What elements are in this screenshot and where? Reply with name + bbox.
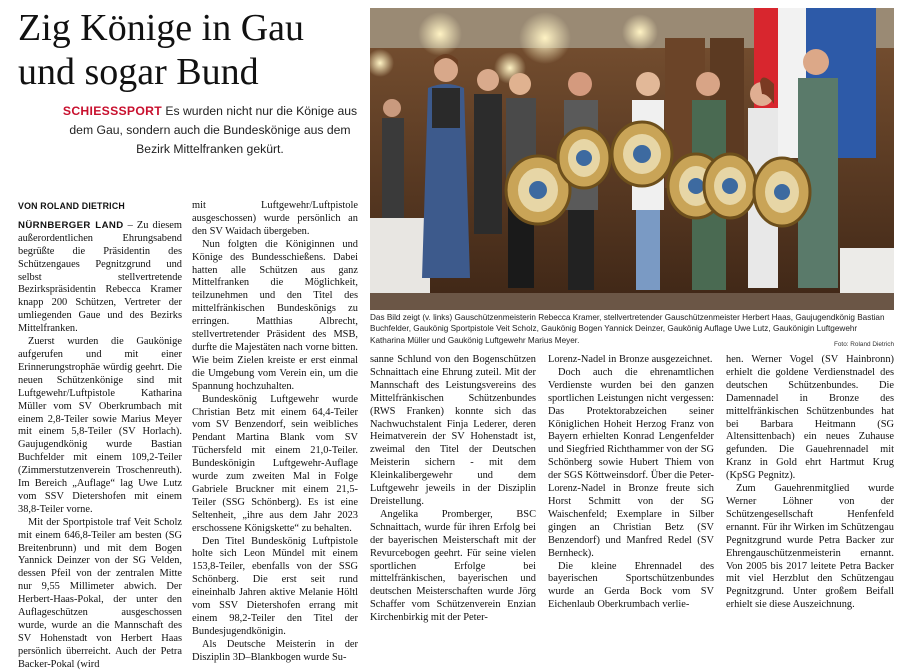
paragraph: Angelika Promberger, BSC Schnaittach, wurde für ihren Erfolg bei der bayerischen Meisterschaft mit der Revurcebogen geehrt. Für seine vielen sportlichen Erfolge bei mittelfränkischen, bayerischen und deutschen Meisterschaften wurde Jörg Schaffer vom Schützenverein Enzian Kirchenbirkig mit der Peter- [370, 508, 536, 624]
photo-credit: Foto: Roland Dietrich [833, 341, 894, 348]
article-column-2 [192, 200, 358, 665]
headline-line-1: Zig Könige in Gau [18, 7, 305, 49]
paragraph: Lorenz-Nadel in Bronze ausgezeichnet. [548, 354, 713, 365]
paragraph: Die kleine Ehrennadel des bayerischen Sportschützenbundes wurde an Gerda Bock vom SV Eichenlaub Oberkrumbach verlie- [548, 560, 714, 611]
headline-line-2: und sogar Bund [18, 51, 259, 93]
paragraph: hen. Werner Vogel (SV Hainbronn) erhielt die goldene Verdienstnadel des deutschen Schützenbundes. Die Damennadel in Bronze des mittelfränkischen Schützenbundes hat bei Barbara Heitmann (SG Altensittenbach) ein neues Zuhause gefunden. Die Gauehrennadel mit Kranz in Gold ehrt Hartmut Krug (KpSG Pegnitz). [726, 354, 894, 482]
paragraph: Zum Gauehrenmitglied wurde Werner Löhner von der Schützengesellschaft Henfenfeld ernannt. Für ihr Wirken im Schützengau Pegnitzgrund wurde Petra Backer zur Ehrengauschützenmeisterin ernannt. Von 2005 bis 2017 leitete Petra Backer mit viel Herzblut den Schützengau Pegnitzgrund. Unter großem Beifall erhielt sie diese Auszeichnung. [726, 483, 894, 611]
group-photo [370, 8, 894, 310]
paragraph-text: – Zu diesem außerordentlichen Ehrungsabend begrüßte die Präsidentin des Schützengaues Pegnitzgrund und selbst stellvertretende Bezirkspräsidentin Rebecca Kramer knapp 200 Schützen, Vertreter der umliegenden Gaue und des Bezirks Mittelfranken. [18, 219, 182, 335]
section-kicker: SCHIESSSPORT [62, 104, 162, 118]
article-column-3 [370, 354, 536, 625]
paragraph: Zuerst wurden die Gaukönige aufgerufen und mit einer Erinnerungstrophäe würdig geehrt. Die neuen Schützenkönige sind mit Luftgewehr/Luftpistole Katharina Müller vom SV Oberkrumbach mit einem 2,8-Teiler sowie Marius Meyer mit einem 5,8-Teiler (SV Horlach). Gaujugendkönig wurde Bastian Buchfelder mit einem 109,2-Teiler (Zimmerstutzenverein Troschenreuth). Im Bereich „Auflage“ lag Uwe Lutz vom SSV Dietershofen mit einem 38,8-Teiler vorne. [18, 336, 182, 515]
paragraph: sanne Schlund von den Bogenschützen Schnaittach eine Ehrung zuteil. Mit der Mannschaft des Leistungsvereins des Mittelfränkischen Schützenbundes (RWS Franken) konnte sich das Nachwuchstalent Finja Lederer, deren Heimatverein der SV Hohenstadt ist, zweimal den Titel der Deutschen Meisterin sichern - mit dem Kleinkalibergewehr und dem Luftgewehr jeweils in der Disziplin Dreistellung. [370, 354, 536, 507]
article-lead [56, 102, 364, 159]
article-column-4 [548, 354, 714, 612]
lead-text: Es wurden nicht nur die Könige aus dem Gau, sondern auch die Bundeskönige aus dem Bezirk Mittelfranken gekürt. [69, 104, 358, 156]
paragraph: Nun folgten die Königinnen und Könige des Bundesschießens. Dabei hatten alle Schützen aus ganz Mittelfranken die Möglichkeit, teilzunehmen und den Titel des mittelfränkischen Bundeskönigs zu erringen. Matthias Albrecht, stellvertretender Präsident des MSB, durfte die Majestäten nach vorne bitten. Wie beim Zielen kreiste er erst einmal die Umgebung vom Verein ein, um die Spannung hochzuhalten. [192, 238, 358, 392]
paragraph: Doch auch die ehrenamtlichen Verdienste wurden bei den ganzen sportlichen Leistungen nicht vergessen: Das Protektorabzeichen seiner Königlichen Hoheit Herzog Franz von Bayern erhielten Konrad Lengenfelder und Siegfried Richthammer von der SG Schönberg sowie Hubert Thiem von der SGS Köttweinsdorf. Über die Peter-Lorenz-Nadel in Bronze freute sich Horst Schmitt von der SG Waischenfeld; Exemplare in Silber gingen an Christian Betz (SV Benzendorf) und Manfred Redel (SV Bernheck). [548, 366, 715, 559]
group-photo-illustration [370, 8, 894, 310]
paragraph [18, 220, 182, 336]
byline: VON ROLAND DIETRICH [18, 201, 125, 211]
paragraph: Bundeskönig Luftgewehr wurde Christian Betz mit einem 64,4-Teiler vom SV Benzendorf, sein weibliches Pendant Martina Blank vom SV Tüchersfeld mit einem 21,0-Teiler. Bundeskönigin Luftgewehr-Auflage wurde zum zweiten Mal in Folge Gabriele Bruckner mit einem 21,5-Teiler (SSG Schönberg). Es ist eine Seltenheit, „ihre aus dem Jahr 2023 erschossene Königskette“ zu behalten. [192, 393, 358, 534]
paragraph: Mit der Sportpistole traf Veit Scholz mit einem 646,8-Teiler am besten (SG Breitenbrunn) und mit dem Bogen Yannick Deinzer von der SG Velden, dessen Pfeil von der zentralen Mitte nur 9,55 Millimeter abwich. Der Herbert-Haas-Pokal, der unter den Auflageschützen ausgeschossen wurde, wurde an die Mannschaft des SV Hohenstadt von Herbert Haas persönlich überreicht. Auch der Petra Backer-Pokal (wird [18, 516, 182, 670]
paragraph: Als Deutsche Meisterin in der Disziplin 3D–Blankbogen wurde Su- [192, 638, 358, 663]
article-column-5 [726, 354, 894, 612]
photo-caption: Das Bild zeigt (v. links) Gauschützenmeisterin Rebecca Kramer, stellvertretender Gauschützenmeister Herbert Haas, Gaujugendkönig Bastian Buchfelder, Gaukönig Sportpistole Veit Scholz, Gaukönig Bogen Yannick Deinzer, Gaukönig Auflage Uwe Lutz, Gaukönigin Luftgewehr Katharina Müller und Gaukönig Luftgewehr Marius Meyer. [370, 313, 885, 345]
paragraph: mit Luftgewehr/Luftpistole ausgeschossen) wurde persönlich an den SV Waidach übergeben. [192, 200, 358, 237]
article-column-1 [18, 200, 182, 672]
dateline: NÜRNBERGER LAND [18, 219, 124, 231]
article-headline [18, 6, 358, 94]
paragraph: Den Titel Bundeskönig Luftpistole holte sich Leon Mündel mit einem 153,8-Teiler, ebenfalls von der SSG Schönberg. Die erst seit rund eineinhalb Jahren aktive Melanie Höltl vom SSV Dietershofen errang mit einem 98,2-Teiler den Titel der Bundesjugendkönigin. [192, 535, 358, 637]
